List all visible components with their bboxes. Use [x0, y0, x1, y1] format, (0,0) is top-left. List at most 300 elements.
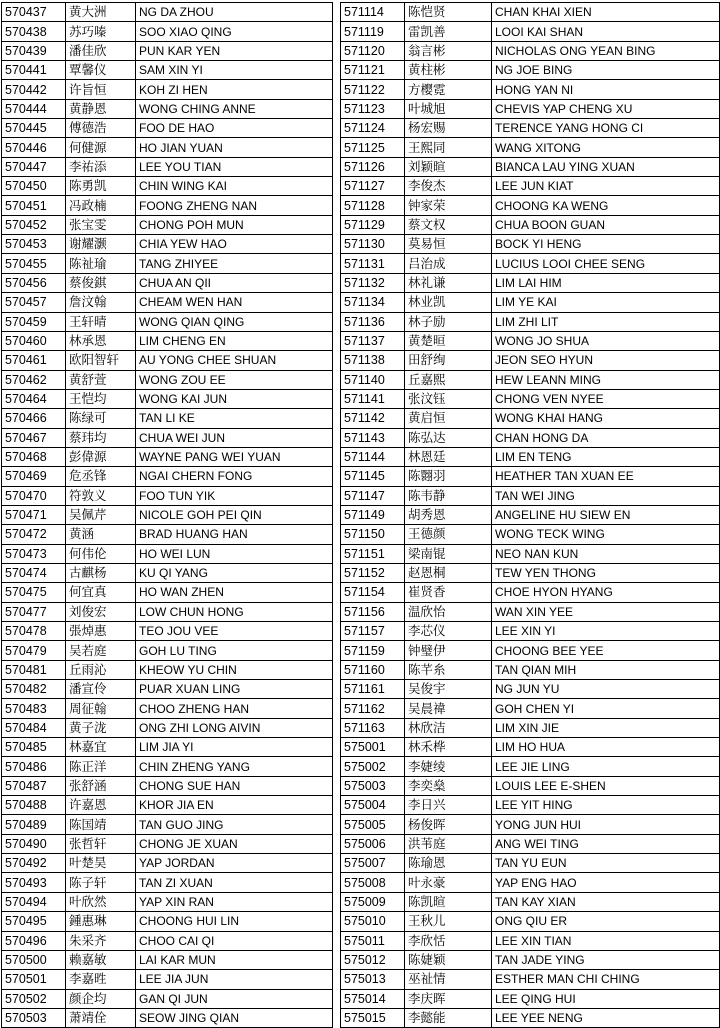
english-name-cell: YAP JORDAN [136, 854, 333, 873]
student-id-cell: 570484 [2, 718, 66, 737]
english-name-cell: YAP ENG HAO [492, 873, 720, 892]
english-name-cell: WAN XIN YEE [492, 602, 720, 621]
chinese-name-cell: 李俊杰 [405, 177, 492, 196]
english-name-cell: TAN ZI XUAN [136, 873, 333, 892]
table-row [341, 312, 720, 331]
chinese-name-cell: 田舒绚 [405, 351, 492, 370]
chinese-name-cell: 张哲轩 [66, 834, 136, 853]
table-row [341, 989, 720, 1008]
english-name-cell: CHAN KHAI XIEN [492, 3, 720, 22]
student-id-cell: 570455 [2, 254, 66, 273]
english-name-cell: LOOI KAI SHAN [492, 22, 720, 41]
english-name-cell: LUCIUS LOOI CHEE SENG [492, 254, 720, 273]
english-name-cell: NEO NAN KUN [492, 544, 720, 563]
chinese-name-cell: 张舒涵 [66, 776, 136, 795]
english-name-cell: TAN KAY XIAN [492, 892, 720, 911]
english-name-cell: LIM CHENG EN [136, 331, 333, 350]
chinese-name-cell: 丘嘉熙 [405, 370, 492, 389]
table-row [341, 505, 720, 524]
table-row [2, 776, 333, 795]
chinese-name-cell: 莫易恒 [405, 235, 492, 254]
chinese-name-cell: 陈瑜恩 [405, 854, 492, 873]
english-name-cell: AU YONG CHEE SHUAN [136, 351, 333, 370]
student-id-cell: 571149 [341, 505, 405, 524]
table-row [2, 680, 333, 699]
chinese-name-cell: 许旨恒 [66, 80, 136, 99]
english-name-cell: KHOR JIA EN [136, 796, 333, 815]
student-id-cell: 570439 [2, 41, 66, 60]
chinese-name-cell: 杨宏赐 [405, 119, 492, 138]
english-name-cell: TAN GUO JING [136, 815, 333, 834]
student-id-cell: 570482 [2, 680, 66, 699]
table-row [2, 177, 333, 196]
student-id-cell: 575007 [341, 854, 405, 873]
table-row [341, 293, 720, 312]
student-id-cell: 575001 [341, 738, 405, 757]
chinese-name-cell: 張焯惠 [66, 622, 136, 641]
chinese-name-cell: 詹汶翰 [66, 293, 136, 312]
chinese-name-cell: 王秋儿 [405, 912, 492, 931]
student-id-cell: 570481 [2, 660, 66, 679]
english-name-cell: HO WAN ZHEN [136, 583, 333, 602]
chinese-name-cell: 翁言彬 [405, 41, 492, 60]
student-id-cell: 570479 [2, 641, 66, 660]
chinese-name-cell: 符敦义 [66, 486, 136, 505]
student-id-cell: 571128 [341, 196, 405, 215]
english-name-cell: ANGELINE HU SIEW EN [492, 505, 720, 524]
english-name-cell: GOH LU TING [136, 641, 333, 660]
english-name-cell: NICOLE GOH PEI QIN [136, 505, 333, 524]
chinese-name-cell: 雷凯善 [405, 22, 492, 41]
table-row [341, 99, 720, 118]
table-row [2, 931, 333, 950]
chinese-name-cell: 梁南锟 [405, 544, 492, 563]
table-row [341, 563, 720, 582]
table-row [2, 505, 333, 524]
chinese-name-cell: 彭偉源 [66, 447, 136, 466]
student-id-cell: 571157 [341, 622, 405, 641]
student-id-cell: 571136 [341, 312, 405, 331]
chinese-name-cell: 刘颖暄 [405, 157, 492, 176]
table-row [2, 815, 333, 834]
student-id-cell: 570496 [2, 931, 66, 950]
table-row [341, 331, 720, 350]
table-row [2, 912, 333, 931]
english-name-cell: FOONG ZHENG NAN [136, 196, 333, 215]
table-row [341, 950, 720, 969]
roster-table-right [340, 2, 720, 1028]
roster-table-right-body [341, 3, 720, 1028]
chinese-name-cell: 陈凯暄 [405, 892, 492, 911]
student-id-cell: 571152 [341, 563, 405, 582]
student-id-cell: 570474 [2, 563, 66, 582]
table-row [2, 447, 333, 466]
chinese-name-cell: 李婕绫 [405, 757, 492, 776]
table-row [2, 428, 333, 447]
table-row [2, 370, 333, 389]
chinese-name-cell: 黄舒萱 [66, 370, 136, 389]
table-row [341, 215, 720, 234]
table-row [341, 254, 720, 273]
table-row [2, 525, 333, 544]
english-name-cell: LEE YOU TIAN [136, 157, 333, 176]
table-row [2, 389, 333, 408]
student-id-cell: 570441 [2, 61, 66, 80]
chinese-name-cell: 李日兴 [405, 796, 492, 815]
english-name-cell: CHIN ZHENG YANG [136, 757, 333, 776]
student-id-cell: 570483 [2, 699, 66, 718]
english-name-cell: CHONG SUE HAN [136, 776, 333, 795]
table-row [341, 699, 720, 718]
student-id-cell: 570493 [2, 873, 66, 892]
english-name-cell: KOH ZI HEN [136, 80, 333, 99]
student-id-cell: 571121 [341, 61, 405, 80]
english-name-cell: ANG WEI TING [492, 834, 720, 853]
table-row [341, 351, 720, 370]
table-row [2, 351, 333, 370]
table-row [2, 235, 333, 254]
chinese-name-cell: 潘宣伶 [66, 680, 136, 699]
table-row [341, 1008, 720, 1027]
english-name-cell: LEE YIT HING [492, 796, 720, 815]
chinese-name-cell: 洪苇庭 [405, 834, 492, 853]
english-name-cell: LEE YEE NENG [492, 1008, 720, 1027]
student-id-cell: 570469 [2, 467, 66, 486]
table-row [341, 680, 720, 699]
table-row [2, 757, 333, 776]
chinese-name-cell: 李嘉甠 [66, 970, 136, 989]
student-id-cell: 571143 [341, 428, 405, 447]
chinese-name-cell: 吴俊宇 [405, 680, 492, 699]
student-id-cell: 571138 [341, 351, 405, 370]
student-id-cell: 571144 [341, 447, 405, 466]
english-name-cell: TAN QIAN MIH [492, 660, 720, 679]
student-id-cell: 570437 [2, 3, 66, 22]
english-name-cell: LOUIS LEE E-SHEN [492, 776, 720, 795]
table-row [2, 99, 333, 118]
student-id-cell: 571151 [341, 544, 405, 563]
table-row [341, 273, 720, 292]
table-row [2, 583, 333, 602]
table-row [2, 854, 333, 873]
student-id-cell: 570477 [2, 602, 66, 621]
table-row [341, 622, 720, 641]
table-row [341, 3, 720, 22]
table-row [2, 254, 333, 273]
table-row [341, 602, 720, 621]
table-row [341, 970, 720, 989]
english-name-cell: CHOO ZHENG HAN [136, 699, 333, 718]
english-name-cell: CHAN HONG DA [492, 428, 720, 447]
table-row [2, 273, 333, 292]
table-row [2, 970, 333, 989]
chinese-name-cell: 林礼谦 [405, 273, 492, 292]
student-id-cell: 570467 [2, 428, 66, 447]
student-id-cell: 575008 [341, 873, 405, 892]
english-name-cell: PUN KAR YEN [136, 41, 333, 60]
student-id-cell: 575013 [341, 970, 405, 989]
student-id-cell: 571129 [341, 215, 405, 234]
student-id-cell: 570461 [2, 351, 66, 370]
table-row [2, 331, 333, 350]
english-name-cell: LEE JIA JUN [136, 970, 333, 989]
table-row [2, 61, 333, 80]
table-row [341, 873, 720, 892]
student-id-cell: 571160 [341, 660, 405, 679]
chinese-name-cell: 李芯仪 [405, 622, 492, 641]
english-name-cell: LIM YE KAI [492, 293, 720, 312]
table-row [2, 196, 333, 215]
table-row [341, 738, 720, 757]
student-id-cell: 570471 [2, 505, 66, 524]
chinese-name-cell: 王轩晴 [66, 312, 136, 331]
student-id-cell: 571123 [341, 99, 405, 118]
table-row [341, 41, 720, 60]
english-name-cell: WONG KHAI HANG [492, 409, 720, 428]
english-name-cell: NG JOE BING [492, 61, 720, 80]
english-name-cell: LEE XIN TIAN [492, 931, 720, 950]
chinese-name-cell: 黄大洲 [66, 3, 136, 22]
chinese-name-cell: 黄楚晅 [405, 331, 492, 350]
student-id-cell: 570473 [2, 544, 66, 563]
english-name-cell: WONG JO SHUA [492, 331, 720, 350]
table-row [2, 22, 333, 41]
table-row [341, 119, 720, 138]
english-name-cell: CHOONG BEE YEE [492, 641, 720, 660]
student-id-cell: 575010 [341, 912, 405, 931]
english-name-cell: YONG JUN HUI [492, 815, 720, 834]
chinese-name-cell: 叶楚昊 [66, 854, 136, 873]
table-row [2, 3, 333, 22]
english-name-cell: LIM ZHI LIT [492, 312, 720, 331]
english-name-cell: WANG XITONG [492, 138, 720, 157]
english-name-cell: SEOW JING QIAN [136, 1008, 333, 1027]
english-name-cell: CHUA BOON GUAN [492, 215, 720, 234]
table-row [2, 293, 333, 312]
student-id-cell: 570488 [2, 796, 66, 815]
student-id-cell: 570472 [2, 525, 66, 544]
table-row [341, 892, 720, 911]
english-name-cell: NGAI CHERN FONG [136, 467, 333, 486]
chinese-name-cell: 苏巧嗪 [66, 22, 136, 41]
english-name-cell: TAN YU EUN [492, 854, 720, 873]
student-id-cell: 571154 [341, 583, 405, 602]
english-name-cell: CHUA AN QII [136, 273, 333, 292]
student-id-cell: 575014 [341, 989, 405, 1008]
student-id-cell: 571142 [341, 409, 405, 428]
english-name-cell: CHOONG KA WENG [492, 196, 720, 215]
student-id-cell: 570487 [2, 776, 66, 795]
roster-table-left-body [2, 3, 333, 1028]
chinese-name-cell: 何伟伦 [66, 544, 136, 563]
chinese-name-cell: 吴佩芹 [66, 505, 136, 524]
student-id-cell: 571122 [341, 80, 405, 99]
chinese-name-cell: 陈国靖 [66, 815, 136, 834]
table-row [2, 41, 333, 60]
student-id-cell: 570438 [2, 22, 66, 41]
english-name-cell: CHOONG HUI LIN [136, 912, 333, 931]
table-row [341, 834, 720, 853]
table-row [2, 544, 333, 563]
chinese-name-cell: 陈翾羽 [405, 467, 492, 486]
english-name-cell: LIM XIN JIE [492, 718, 720, 737]
student-id-cell: 570446 [2, 138, 66, 157]
chinese-name-cell: 陈勇凯 [66, 177, 136, 196]
student-id-cell: 571131 [341, 254, 405, 273]
english-name-cell: HO JIAN YUAN [136, 138, 333, 157]
table-row [2, 1008, 333, 1027]
student-id-cell: 570444 [2, 99, 66, 118]
student-id-cell: 570490 [2, 834, 66, 853]
chinese-name-cell: 陈恺贤 [405, 3, 492, 22]
table-row [341, 138, 720, 157]
student-id-cell: 575006 [341, 834, 405, 853]
chinese-name-cell: 陈子轩 [66, 873, 136, 892]
chinese-name-cell: 冯政楠 [66, 196, 136, 215]
english-name-cell: TEW YEN THONG [492, 563, 720, 582]
chinese-name-cell: 黄涵 [66, 525, 136, 544]
chinese-name-cell: 黄静恩 [66, 99, 136, 118]
chinese-name-cell: 蔡文权 [405, 215, 492, 234]
chinese-name-cell: 覃馨仪 [66, 61, 136, 80]
table-row [341, 660, 720, 679]
chinese-name-cell: 方樱霓 [405, 80, 492, 99]
english-name-cell: TANG ZHIYEE [136, 254, 333, 273]
chinese-name-cell: 李奕燊 [405, 776, 492, 795]
chinese-name-cell: 陈弘达 [405, 428, 492, 447]
chinese-name-cell: 李庆晖 [405, 989, 492, 1008]
chinese-name-cell: 胡秀恩 [405, 505, 492, 524]
english-name-cell: LEE JUN KIAT [492, 177, 720, 196]
table-row [2, 834, 333, 853]
table-row [341, 22, 720, 41]
student-id-cell: 570486 [2, 757, 66, 776]
student-id-cell: 571120 [341, 41, 405, 60]
chinese-name-cell: 何健源 [66, 138, 136, 157]
student-id-cell: 570502 [2, 989, 66, 1008]
chinese-name-cell: 陈绿可 [66, 409, 136, 428]
table-row [341, 409, 720, 428]
student-id-cell: 571132 [341, 273, 405, 292]
table-row [2, 119, 333, 138]
chinese-name-cell: 黄子泷 [66, 718, 136, 737]
chinese-name-cell: 蔡俊錤 [66, 273, 136, 292]
student-id-cell: 570447 [2, 157, 66, 176]
english-name-cell: SOO XIAO QING [136, 22, 333, 41]
student-id-cell: 575015 [341, 1008, 405, 1027]
english-name-cell: GAN QI JUN [136, 989, 333, 1008]
student-id-cell: 575005 [341, 815, 405, 834]
student-id-cell: 571163 [341, 718, 405, 737]
student-id-cell: 571156 [341, 602, 405, 621]
table-row [341, 486, 720, 505]
chinese-name-cell: 黄柱彬 [405, 61, 492, 80]
chinese-name-cell: 钟家荣 [405, 196, 492, 215]
table-row [341, 776, 720, 795]
english-name-cell: WONG KAI JUN [136, 389, 333, 408]
table-row [341, 757, 720, 776]
english-name-cell: TEO JOU VEE [136, 622, 333, 641]
english-name-cell: LIM HO HUA [492, 738, 720, 757]
english-name-cell: NICHOLAS ONG YEAN BING [492, 41, 720, 60]
chinese-name-cell: 钟璧伊 [405, 641, 492, 660]
roster-table-left [1, 2, 333, 1028]
table-row [341, 544, 720, 563]
table-row [2, 409, 333, 428]
english-name-cell: GOH CHEN YI [492, 699, 720, 718]
chinese-name-cell: 温欣怡 [405, 602, 492, 621]
chinese-name-cell: 丘雨沁 [66, 660, 136, 679]
chinese-name-cell: 王德颜 [405, 525, 492, 544]
chinese-name-cell: 叶城旭 [405, 99, 492, 118]
table-row [341, 641, 720, 660]
chinese-name-cell: 危丞锋 [66, 467, 136, 486]
student-id-cell: 570475 [2, 583, 66, 602]
chinese-name-cell: 叶永豪 [405, 873, 492, 892]
chinese-name-cell: 萧靖佺 [66, 1008, 136, 1027]
student-id-cell: 570451 [2, 196, 66, 215]
table-row [341, 525, 720, 544]
table-row [341, 389, 720, 408]
chinese-name-cell: 吴晨禕 [405, 699, 492, 718]
table-row [2, 467, 333, 486]
chinese-name-cell: 赵恩桐 [405, 563, 492, 582]
chinese-name-cell: 潘佳欣 [66, 41, 136, 60]
chinese-name-cell: 许嘉恩 [66, 796, 136, 815]
english-name-cell: YAP XIN RAN [136, 892, 333, 911]
english-name-cell: HEW LEANN MING [492, 370, 720, 389]
student-id-cell: 570478 [2, 622, 66, 641]
student-id-cell: 570460 [2, 331, 66, 350]
english-name-cell: LIM LAI HIM [492, 273, 720, 292]
student-id-cell: 570500 [2, 950, 66, 969]
english-name-cell: TAN JADE YING [492, 950, 720, 969]
chinese-name-cell: 李欣恬 [405, 931, 492, 950]
student-id-cell: 571114 [341, 3, 405, 22]
student-id-cell: 570452 [2, 215, 66, 234]
student-id-cell: 570442 [2, 80, 66, 99]
chinese-name-cell: 欧阳智轩 [66, 351, 136, 370]
table-row [2, 215, 333, 234]
chinese-name-cell: 巫祉情 [405, 970, 492, 989]
student-id-cell: 570456 [2, 273, 66, 292]
table-row [341, 80, 720, 99]
chinese-name-cell: 陈芊糸 [405, 660, 492, 679]
chinese-name-cell: 张汶钰 [405, 389, 492, 408]
chinese-name-cell: 黄启恒 [405, 409, 492, 428]
english-name-cell: BIANCA LAU YING XUAN [492, 157, 720, 176]
student-id-cell: 575002 [341, 757, 405, 776]
english-name-cell: HEATHER TAN XUAN EE [492, 467, 720, 486]
chinese-name-cell: 林业凯 [405, 293, 492, 312]
student-id-cell: 571130 [341, 235, 405, 254]
english-name-cell: NG JUN YU [492, 680, 720, 699]
english-name-cell: CHIA YEW HAO [136, 235, 333, 254]
chinese-name-cell: 陈祉瑜 [66, 254, 136, 273]
chinese-name-cell: 林禾桦 [405, 738, 492, 757]
chinese-name-cell: 林欣洁 [405, 718, 492, 737]
student-id-cell: 570464 [2, 389, 66, 408]
student-id-cell: 570501 [2, 970, 66, 989]
chinese-name-cell: 吴若庭 [66, 641, 136, 660]
chinese-name-cell: 林承恩 [66, 331, 136, 350]
table-row [341, 235, 720, 254]
table-row [341, 467, 720, 486]
english-name-cell: CHUA WEI JUN [136, 428, 333, 447]
chinese-name-cell: 周征翰 [66, 699, 136, 718]
student-id-cell: 575004 [341, 796, 405, 815]
student-id-cell: 570485 [2, 738, 66, 757]
